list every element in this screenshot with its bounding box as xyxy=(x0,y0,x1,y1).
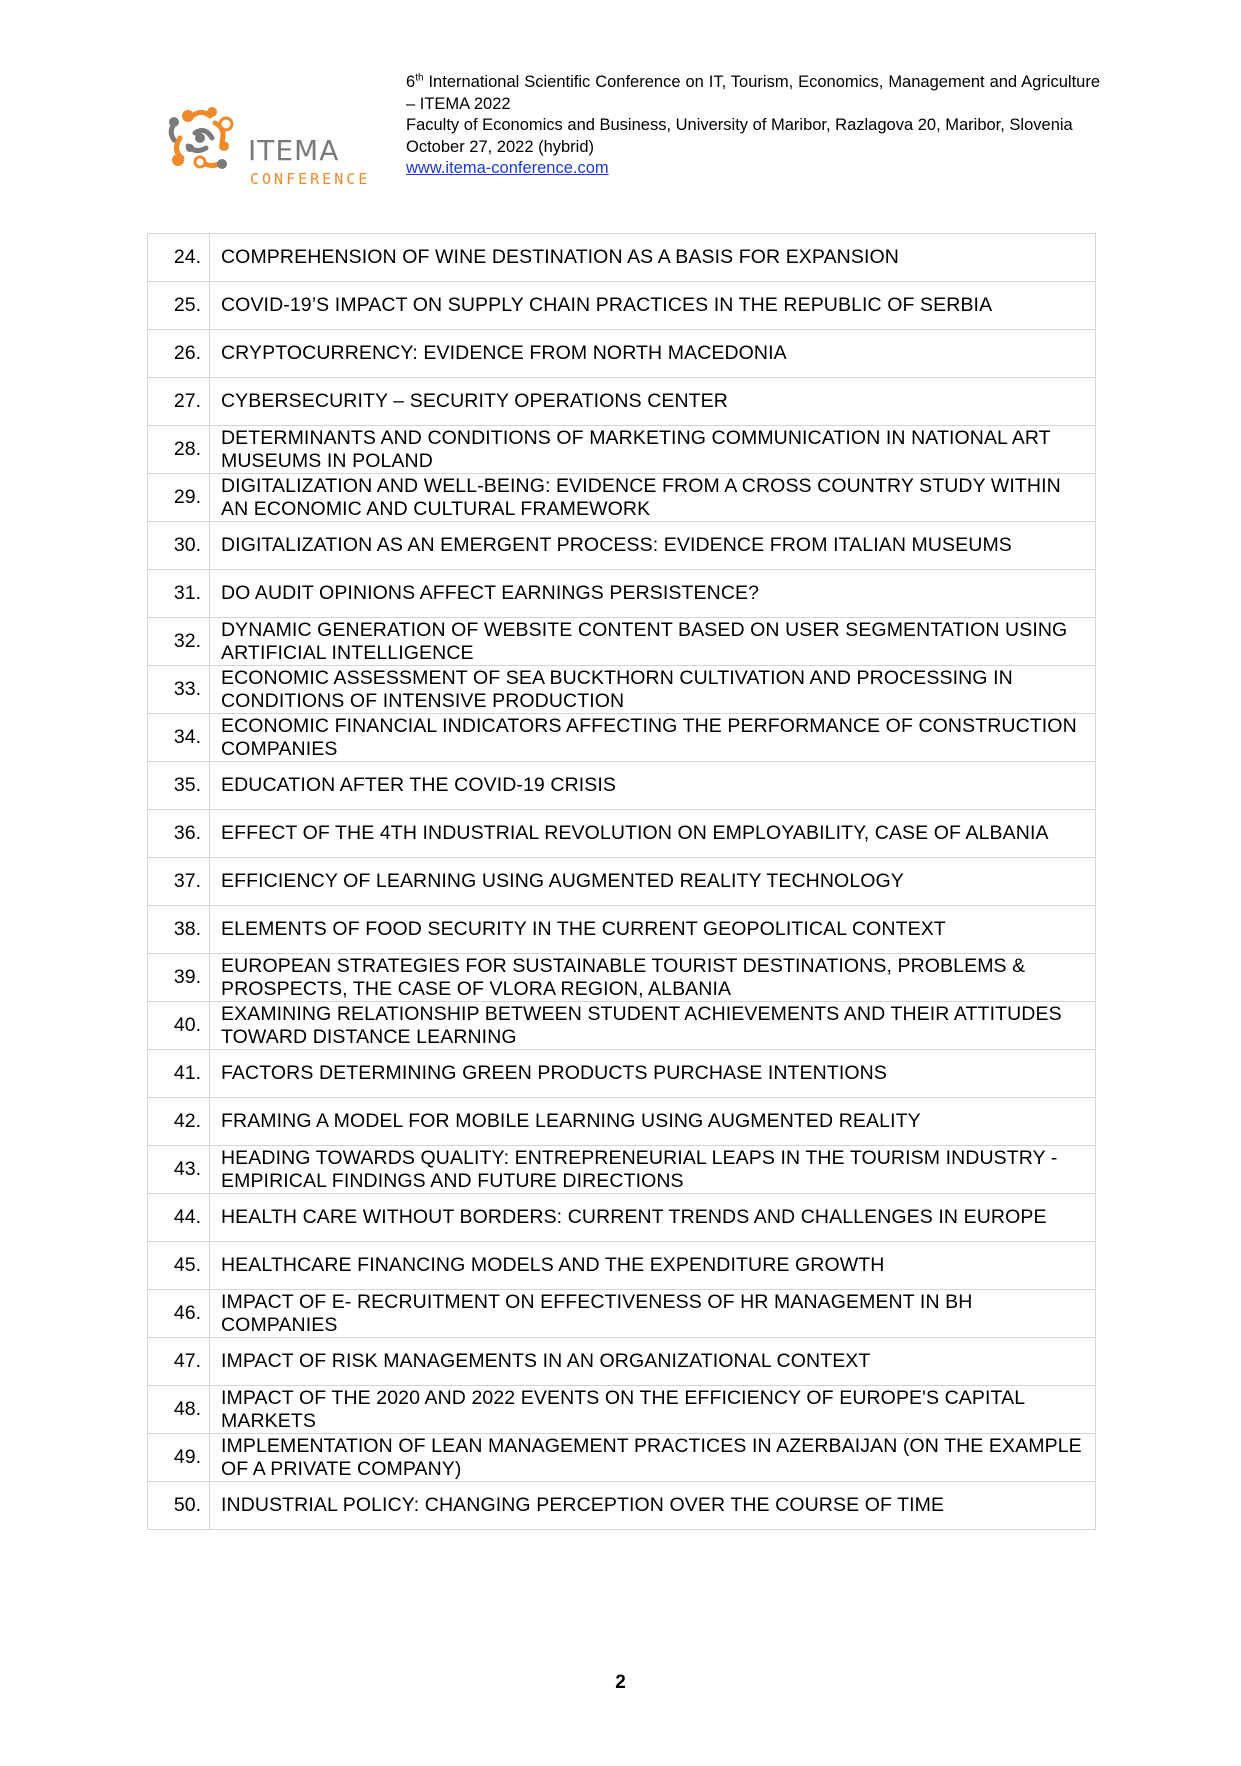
paper-title: ECONOMIC ASSESSMENT OF SEA BUCKTHORN CULTIVATION AND PROCESSING IN CONDITIONS OF INTENSIVE PRODUCTION xyxy=(210,666,1096,714)
paper-number: 30. xyxy=(148,522,210,570)
paper-number: 50. xyxy=(148,1482,210,1530)
paper-title: IMPACT OF E- RECRUITMENT ON EFFECTIVENESS OF HR MANAGEMENT IN BH COMPANIES xyxy=(210,1290,1096,1338)
paper-title: HEADING TOWARDS QUALITY: ENTREPRENEURIAL LEAPS IN THE TOURISM INDUSTRY - EMPIRICAL FINDINGS AND FUTURE DIRECTIONS xyxy=(210,1146,1096,1194)
table-row xyxy=(148,714,1096,762)
table-row xyxy=(148,1050,1096,1098)
paper-number: 40. xyxy=(148,1002,210,1050)
paper-title: DETERMINANTS AND CONDITIONS OF MARKETING COMMUNICATION IN NATIONAL ART MUSEUMS IN POLAND xyxy=(210,426,1096,474)
conference-info xyxy=(406,72,1100,180)
paper-number: 39. xyxy=(148,954,210,1002)
conference-date: October 27, 2022 (hybrid) xyxy=(406,137,595,156)
paper-title: DO AUDIT OPINIONS AFFECT EARNINGS PERSISTENCE? xyxy=(210,570,1096,618)
paper-number: 26. xyxy=(148,330,210,378)
paper-number: 29. xyxy=(148,474,210,522)
table-row xyxy=(148,234,1096,282)
paper-title: COMPREHENSION OF WINE DESTINATION AS A BASIS FOR EXPANSION xyxy=(210,234,1096,282)
paper-title: ELEMENTS OF FOOD SECURITY IN THE CURRENT GEOPOLITICAL CONTEXT xyxy=(210,906,1096,954)
paper-title: IMPACT OF THE 2020 AND 2022 EVENTS ON THE EFFICIENCY OF EUROPE'S CAPITAL MARKETS xyxy=(210,1386,1096,1434)
paper-number: 44. xyxy=(148,1194,210,1242)
paper-number: 28. xyxy=(148,426,210,474)
ordinal-suffix: th xyxy=(415,72,424,84)
table-row xyxy=(148,474,1096,522)
paper-title: ECONOMIC FINANCIAL INDICATORS AFFECTING THE PERFORMANCE OF CONSTRUCTION COMPANIES xyxy=(210,714,1096,762)
paper-number: 41. xyxy=(148,1050,210,1098)
paper-title: EDUCATION AFTER THE COVID-19 CRISIS xyxy=(210,762,1096,810)
paper-number: 43. xyxy=(148,1146,210,1194)
paper-number: 35. xyxy=(148,762,210,810)
table-row xyxy=(148,282,1096,330)
paper-title: EFFICIENCY OF LEARNING USING AUGMENTED REALITY TECHNOLOGY xyxy=(210,858,1096,906)
paper-number: 24. xyxy=(148,234,210,282)
table-row xyxy=(148,570,1096,618)
paper-title: FRAMING A MODEL FOR MOBILE LEARNING USING AUGMENTED REALITY xyxy=(210,1098,1096,1146)
paper-title: DIGITALIZATION AND WELL-BEING: EVIDENCE FROM A CROSS COUNTRY STUDY WITHIN AN ECONOMIC AND CULTURAL FRAMEWORK xyxy=(210,474,1096,522)
paper-title: CRYPTOCURRENCY: EVIDENCE FROM NORTH MACEDONIA xyxy=(210,330,1096,378)
paper-number: 47. xyxy=(148,1338,210,1386)
paper-number: 46. xyxy=(148,1290,210,1338)
paper-number: 34. xyxy=(148,714,210,762)
page-header xyxy=(160,72,1100,212)
table-row xyxy=(148,1290,1096,1338)
papers-table-body xyxy=(148,234,1096,1530)
table-row xyxy=(148,618,1096,666)
paper-number: 33. xyxy=(148,666,210,714)
paper-number: 27. xyxy=(148,378,210,426)
table-row xyxy=(148,330,1096,378)
paper-number: 45. xyxy=(148,1242,210,1290)
table-row xyxy=(148,810,1096,858)
table-row xyxy=(148,1482,1096,1530)
table-row xyxy=(148,378,1096,426)
table-row xyxy=(148,1242,1096,1290)
paper-number: 37. xyxy=(148,858,210,906)
table-row xyxy=(148,906,1096,954)
conference-venue: Faculty of Economics and Business, University of Maribor, Razlagova 20, Maribor, Slovenia xyxy=(406,116,1073,134)
paper-title: IMPACT OF RISK MANAGEMENTS IN AN ORGANIZATIONAL CONTEXT xyxy=(210,1338,1096,1386)
paper-title: CYBERSECURITY – SECURITY OPERATIONS CENTER xyxy=(210,378,1096,426)
paper-title: HEALTH CARE WITHOUT BORDERS: CURRENT TRENDS AND CHALLENGES IN EUROPE xyxy=(210,1194,1096,1242)
table-row xyxy=(148,666,1096,714)
paper-number: 31. xyxy=(148,570,210,618)
paper-number: 42. xyxy=(148,1098,210,1146)
molecule-logo-icon xyxy=(160,98,250,188)
paper-title: EFFECT OF THE 4TH INDUSTRIAL REVOLUTION ON EMPLOYABILITY, CASE OF ALBANIA xyxy=(210,810,1096,858)
table-row xyxy=(148,1194,1096,1242)
table-row xyxy=(148,1386,1096,1434)
table-row xyxy=(148,858,1096,906)
paper-number: 36. xyxy=(148,810,210,858)
paper-title: DYNAMIC GENERATION OF WEBSITE CONTENT BASED ON USER SEGMENTATION USING ARTIFICIAL INTELLIGENCE xyxy=(210,618,1096,666)
paper-number: 49. xyxy=(148,1434,210,1482)
paper-number: 48. xyxy=(148,1386,210,1434)
itema-logo xyxy=(160,98,390,188)
conference-title: 6th International Scientific Conference on IT, Tourism, Economics, Management and Agriculture – ITEMA 2022 xyxy=(406,72,1100,113)
paper-number: 25. xyxy=(148,282,210,330)
table-row xyxy=(148,762,1096,810)
table-row xyxy=(148,1434,1096,1482)
table-row xyxy=(148,522,1096,570)
table-row xyxy=(148,1098,1096,1146)
paper-title: IMPLEMENTATION OF LEAN MANAGEMENT PRACTICES IN AZERBAIJAN (ON THE EXAMPLE OF A PRIVATE COMPANY) xyxy=(210,1434,1096,1482)
paper-title: HEALTHCARE FINANCING MODELS AND THE EXPENDITURE GROWTH xyxy=(210,1242,1096,1290)
table-row xyxy=(148,1338,1096,1386)
papers-table xyxy=(147,233,1096,1530)
logo-subtitle: CONFERENCE xyxy=(250,170,371,188)
table-row xyxy=(148,1146,1096,1194)
conference-website-link[interactable]: www.itema-conference.com xyxy=(406,159,609,177)
paper-title: FACTORS DETERMINING GREEN PRODUCTS PURCHASE INTENTIONS xyxy=(210,1050,1096,1098)
table-row xyxy=(148,1002,1096,1050)
paper-title: COVID-19’S IMPACT ON SUPPLY CHAIN PRACTICES IN THE REPUBLIC OF SERBIA xyxy=(210,282,1096,330)
paper-title: DIGITALIZATION AS AN EMERGENT PROCESS: EVIDENCE FROM ITALIAN MUSEUMS xyxy=(210,522,1096,570)
page-number: 2 xyxy=(615,1672,626,1693)
paper-title: EXAMINING RELATIONSHIP BETWEEN STUDENT ACHIEVEMENTS AND THEIR ATTITUDES TOWARD DISTANCE LEARNING xyxy=(210,1002,1096,1050)
paper-title: EUROPEAN STRATEGIES FOR SUSTAINABLE TOURIST DESTINATIONS, PROBLEMS & PROSPECTS, THE CASE OF VLORA REGION, ALBANIA xyxy=(210,954,1096,1002)
paper-number: 38. xyxy=(148,906,210,954)
paper-title: INDUSTRIAL POLICY: CHANGING PERCEPTION OVER THE COURSE OF TIME xyxy=(210,1482,1096,1530)
paper-number: 32. xyxy=(148,618,210,666)
table-row xyxy=(148,426,1096,474)
logo-wordmark: ITEMA xyxy=(248,134,340,167)
table-row xyxy=(148,954,1096,1002)
